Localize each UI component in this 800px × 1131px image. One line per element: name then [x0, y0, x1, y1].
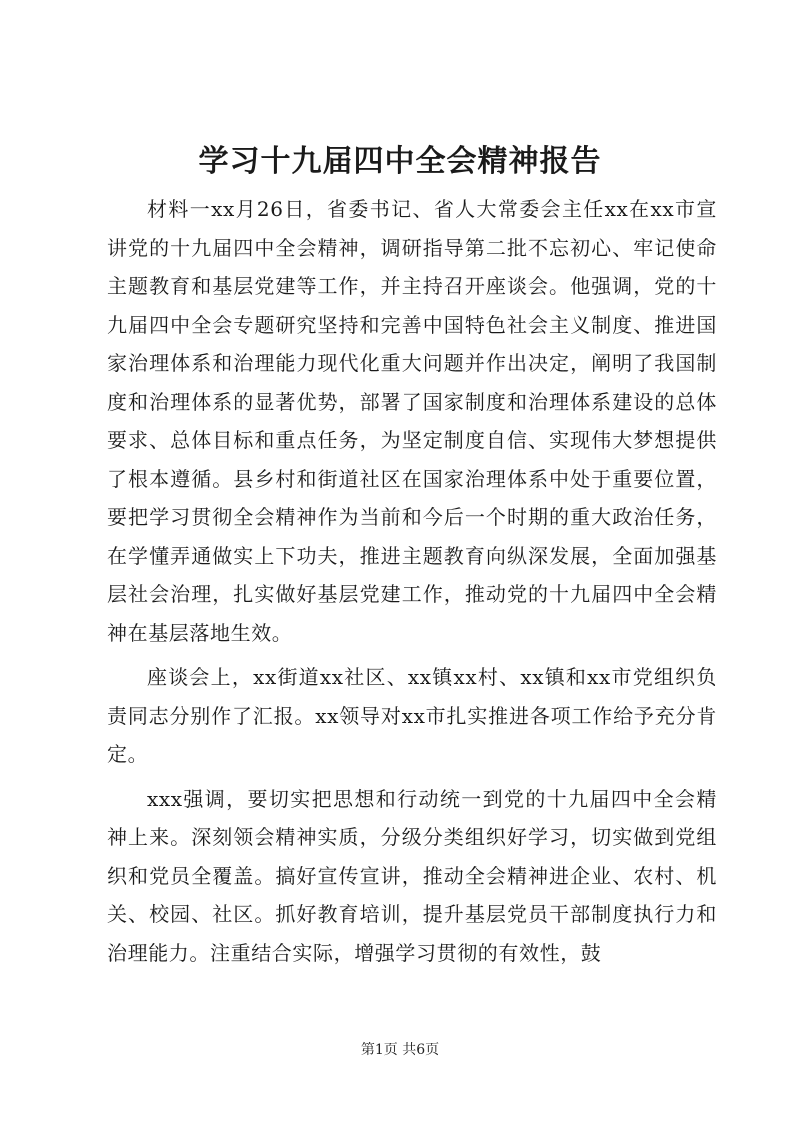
document-body — [107, 190, 717, 978]
document-title: 学习十九届四中全会精神报告 — [198, 144, 602, 179]
page-footer: 第1页 共6页 — [360, 1042, 440, 1058]
paragraph-2: 座谈会上，xx街道xx社区、xx镇xx村、xx镇和xx市党组织负责同志分别作了汇报。xx领导对xx市扎实推进各项工作给予充分肯定。 — [107, 665, 717, 766]
paragraph-3: xxx强调，要切实把思想和行动统一到党的十九届四中全会精神上来。深刻领会精神实质，分级分类组织好学习，切实做到党组织和党员全覆盖。搞好宣传宣讲，推动全会精神进企业、农村、机关、校园、社区。抓好教育培训，提升基层党员干部制度执行力和治理能力。注重结合实际，增强学习贯彻的有效性，鼓 — [107, 786, 717, 965]
paragraph-1: 材料一xx月26日，省委书记、省人大常委会主任xx在xx市宣讲党的十九届四中全会精神，调研指导第二批不忘初心、牢记使命主题教育和基层党建等工作，并主持召开座谈会。他强调，党的十九届四中全会专题研究坚持和完善中国特色社会主义制度、推进国家治理体系和治理能力现代化重大问题并作出决定，阐明了我国制度和治理体系的显著优势，部署了国家制度和治理体系建设的总体要求、总体目标和重点任务，为坚定制度自信、实现伟大梦想提供了根本遵循。县乡村和街道社区在国家治理体系中处于重要位置，要把学习贯彻全会精神作为当前和今后一个时期的重大政治任务，在学懂弄通做实上下功夫，推进主题教育向纵深发展，全面加强基层社会治理，扎实做好基层党建工作，推动党的十九届四中全会精神在基层落地生效。 — [107, 197, 717, 645]
